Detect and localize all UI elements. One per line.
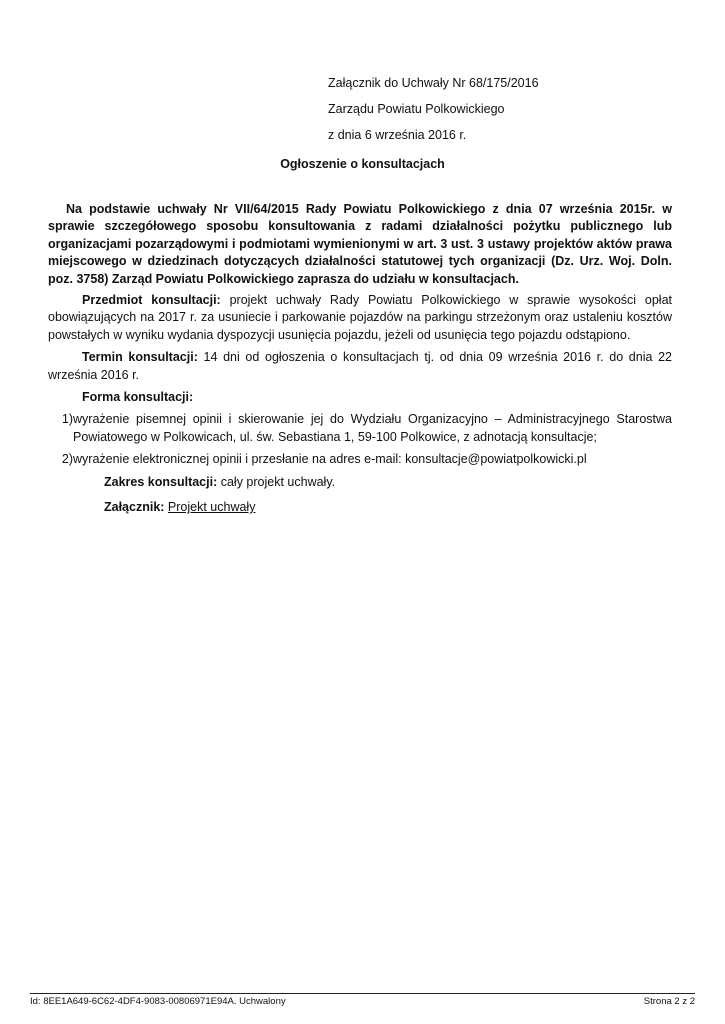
header-attachment-line: Załącznik do Uchwały Nr 68/175/2016 (328, 76, 539, 90)
page-number: Strona 2 z 2 (643, 996, 695, 1007)
header-board-line: Zarządu Powiatu Polkowickiego (328, 102, 505, 116)
list-item (48, 451, 672, 468)
subject-text: projekt uchwały Rady Powiatu Polkowickiego w sprawie wysokości opłat obowiązujących na 2017 r. za usuniecie i parkowanie pojazdów na parkingu strzeżonym oraz ustaleniu kosztów powstałych w wyniku wydania dyspozycji usunięcia pojazdu, jeżeli od usunięcia tego pojazdu odstąpiono. (48, 293, 672, 342)
document-header (328, 76, 539, 154)
document-title: Ogłoszenie o konsultacjach (280, 157, 445, 171)
attachment-label: Załącznik: (104, 500, 165, 515)
attachment-paragraph (104, 499, 672, 516)
header-date-line: z dnia 6 września 2016 r. (328, 128, 467, 142)
document-body (48, 201, 672, 517)
attachment-link[interactable]: Projekt uchwały (167, 500, 256, 515)
form-list (48, 411, 672, 468)
page-footer (30, 993, 695, 1007)
list-item (48, 411, 672, 446)
subject-label: Przedmiot konsultacji: (82, 293, 221, 308)
scope-label: Zakres konsultacji: (104, 474, 218, 489)
subject-paragraph (48, 292, 672, 344)
list-item-text: wyrażenie elektronicznej opinii i przesłanie na adres e-mail: konsultacje@powiatpolkowicki.pl (73, 452, 587, 467)
scope-paragraph (104, 474, 672, 491)
form-label: Forma konsultacji: (82, 390, 194, 405)
list-item-number: 1) (61, 412, 73, 427)
term-paragraph (48, 349, 672, 384)
term-text: 14 dni od ogłoszenia o konsultacjach tj. od dnia 09 września 2016 r. do dnia 22 września 2016 r. (48, 350, 672, 382)
term-label: Termin konsultacji: (82, 350, 198, 365)
list-item-text: wyrażenie pisemnej opinii i skierowanie jej do Wydziału Organizacyjno – Administracyjnego Starostwa Powiatowego w Polkowicach, ul. św. Sebastiana 1, 59-100 Polkowice, z adnotacją konsultacje; (73, 412, 672, 444)
scope-text: cały projekt uchwały. (217, 474, 336, 489)
document-id: Id: 8EE1A649-6C62-4DF4-9083-00806971E94A. Uchwalony (30, 996, 286, 1007)
intro-paragraph: Na podstawie uchwały Nr VII/64/2015 Rady Powiatu Polkowickiego z dnia 07 września 2015r. w sprawie szczegółowego sposobu konsultowania z radami działalności pożytku publicznego lub organizacjami pozarządowymi i podmiotami wymienionymi w art. 3 ust. 3 ustawy projektów aktów prawa miejscowego w dziedzinach dotyczących działalności statutowej tych organizacji (Dz. Urz. Woj. Doln. poz. 3758) Zarząd Powiatu Polkowickiego zaprasza do udziału w konsultacjach. (48, 202, 672, 286)
list-item-number: 2) (61, 452, 73, 467)
